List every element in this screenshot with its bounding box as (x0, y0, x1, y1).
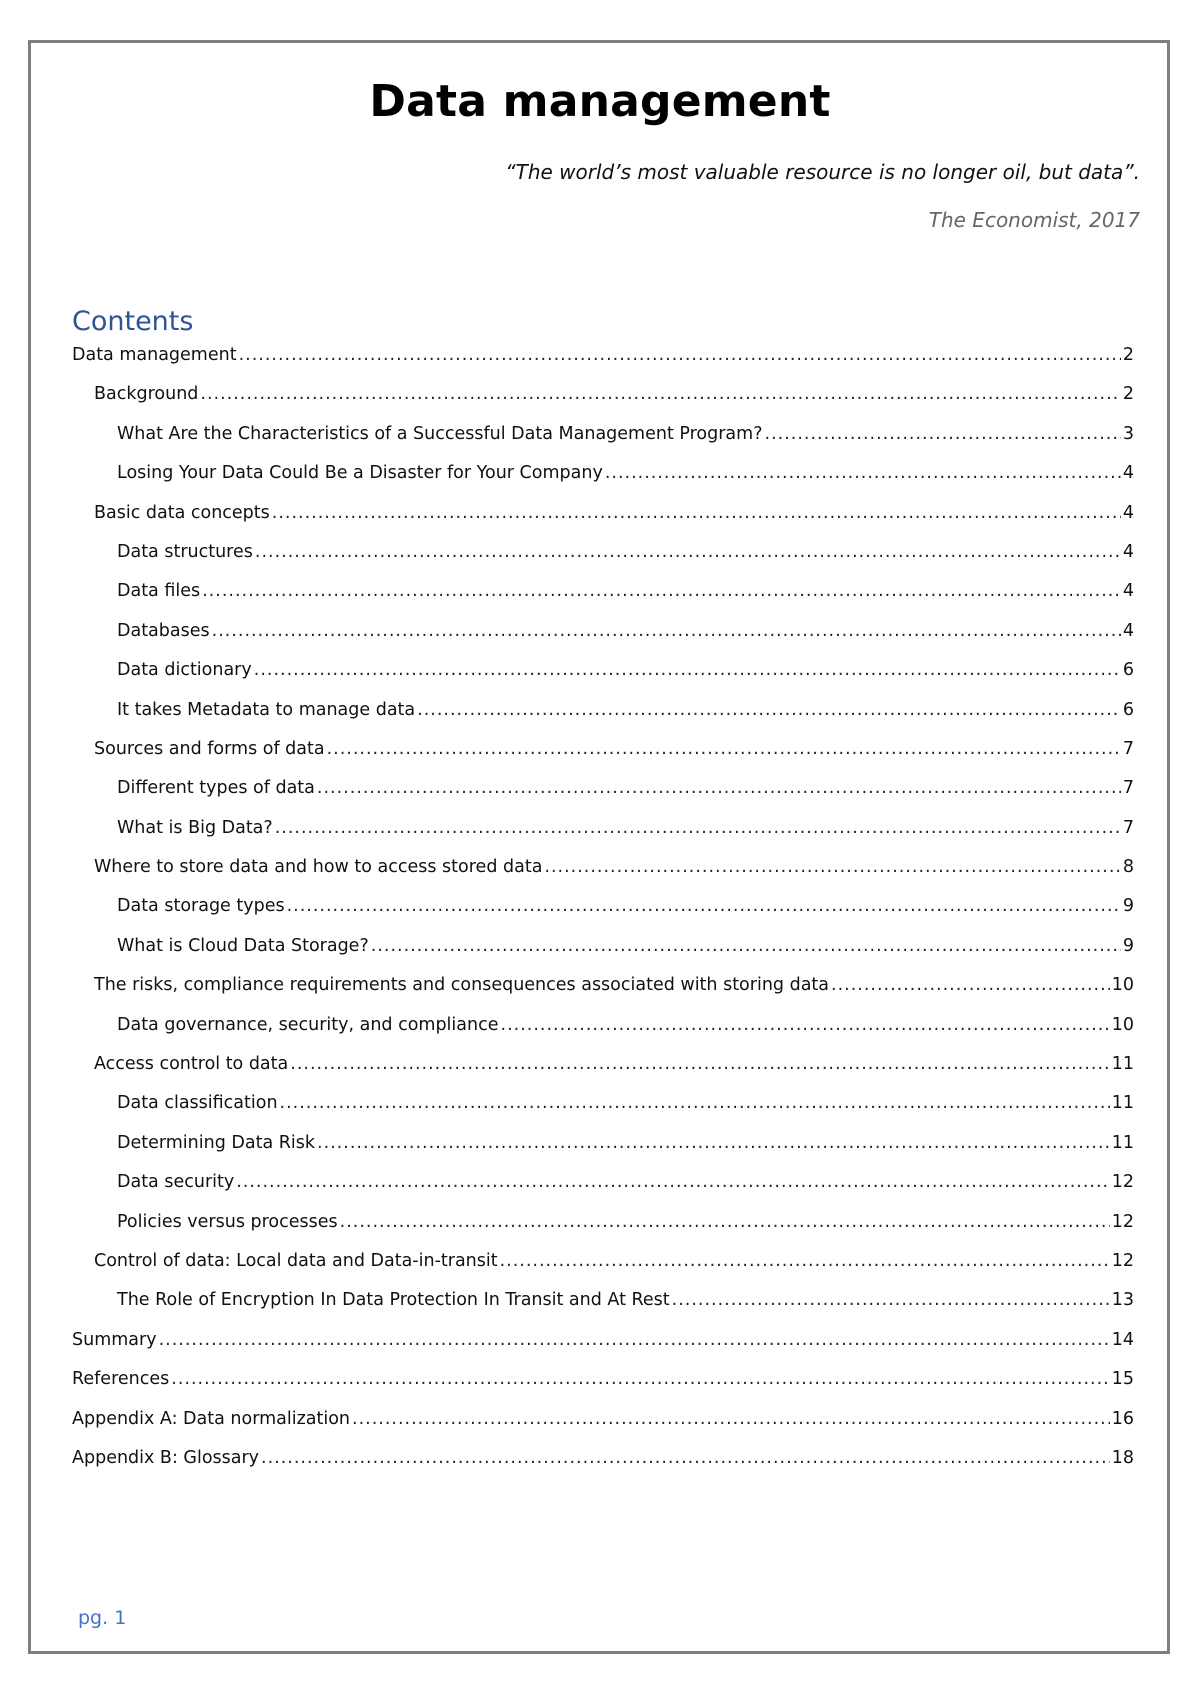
toc-entry[interactable] (72, 345, 1134, 384)
toc-entry-page: 10 (1111, 975, 1134, 996)
toc-entry-page: 9 (1122, 935, 1134, 956)
toc-entry-page: 12 (1111, 1211, 1134, 1232)
toc-entry-page: 3 (1122, 423, 1134, 444)
toc-dot-leader (317, 1133, 1110, 1153)
toc-dot-leader (352, 1409, 1110, 1429)
toc-entry[interactable] (72, 1369, 1134, 1408)
toc-entry-page: 8 (1122, 857, 1134, 878)
toc-entry[interactable] (72, 1054, 1134, 1093)
toc-entry-title[interactable]: Data dictionary (117, 660, 252, 681)
toc-entry-page: 10 (1111, 1014, 1134, 1035)
toc-dot-leader (672, 1290, 1110, 1310)
toc-entry[interactable] (72, 1448, 1134, 1487)
toc-entry-page: 4 (1122, 581, 1134, 602)
toc-entry[interactable] (72, 463, 1134, 502)
toc-entry-title[interactable]: Data classification (117, 1093, 278, 1114)
toc-entry-title[interactable]: Different types of data (117, 778, 315, 799)
toc-dot-leader (287, 896, 1121, 916)
toc-entry-title[interactable]: Data storage types (117, 896, 285, 917)
toc-entry-page: 2 (1122, 345, 1134, 365)
toc-entry-title[interactable]: Appendix B: Glossary (72, 1447, 260, 1468)
toc-dot-leader (417, 700, 1121, 720)
toc-entry-page: 12 (1111, 1172, 1134, 1193)
toc-entry[interactable] (72, 581, 1134, 620)
toc-entry[interactable] (72, 857, 1134, 896)
toc-entry-page: 4 (1122, 502, 1134, 523)
toc-entry-title[interactable]: Policies versus processes (117, 1211, 338, 1232)
toc-entry[interactable] (72, 1093, 1134, 1132)
toc-entry-page: 4 (1122, 541, 1134, 562)
toc-entry-title[interactable]: The risks, compliance requirements and consequences associated with storing data (94, 975, 829, 996)
toc-entry-page: 12 (1111, 1250, 1134, 1271)
toc-entry-title[interactable]: What Are the Characteristics of a Successful Data Management Program? (117, 423, 763, 444)
toc-entry[interactable] (72, 503, 1134, 542)
toc-entry[interactable] (72, 660, 1134, 699)
toc-entry-title[interactable]: It takes Metadata to manage data (117, 699, 416, 720)
toc-entry-page: 15 (1111, 1369, 1134, 1390)
toc-entry-title[interactable]: Data management (72, 345, 237, 365)
toc-dot-leader (371, 936, 1121, 956)
toc-dot-leader (159, 1330, 1110, 1350)
toc-entry-title[interactable]: Data governance, security, and compliance (117, 1014, 499, 1035)
toc-dot-leader (236, 1172, 1109, 1192)
toc-entry-title[interactable]: What is Cloud Data Storage? (117, 935, 369, 956)
toc-entry-title[interactable]: References (72, 1369, 170, 1390)
toc-entry-title[interactable]: Control of data: Local data and Data-in-transit (94, 1250, 498, 1271)
toc-dot-leader (501, 1015, 1110, 1035)
toc-entry-title[interactable]: Background (94, 384, 199, 405)
toc-entry[interactable] (72, 621, 1134, 660)
toc-entry[interactable] (72, 818, 1134, 857)
toc-entry-title[interactable]: Losing Your Data Could Be a Disaster for Your Company (117, 463, 603, 484)
toc-dot-leader (171, 1369, 1109, 1389)
toc-entry[interactable] (72, 1015, 1134, 1054)
toc-entry-page: 14 (1111, 1329, 1134, 1350)
toc-dot-leader (500, 1251, 1110, 1271)
toc-entry-page: 7 (1122, 738, 1134, 759)
toc-entry-title[interactable]: Data files (117, 581, 201, 602)
toc-dot-leader (200, 384, 1120, 404)
toc-entry[interactable] (72, 1409, 1134, 1448)
toc-entry[interactable] (72, 700, 1134, 739)
toc-entry-title[interactable]: Data structures (117, 541, 253, 562)
toc-entry[interactable] (72, 424, 1134, 463)
toc-entry-title[interactable]: Access control to data (94, 1054, 289, 1075)
toc-entry-page: 11 (1111, 1054, 1134, 1075)
toc-dot-leader (340, 1212, 1110, 1232)
toc-entry[interactable] (72, 936, 1134, 975)
table-of-contents (72, 345, 1134, 1487)
toc-dot-leader (254, 660, 1121, 680)
toc-entry[interactable] (72, 1251, 1134, 1290)
toc-entry-page: 9 (1122, 896, 1134, 917)
epigraph-quote: “The world’s most valuable resource is no longer oil, but data”. (505, 160, 1140, 184)
quote-attribution: The Economist, 2017 (928, 208, 1140, 232)
toc-entry[interactable] (72, 1172, 1134, 1211)
toc-entry[interactable] (72, 975, 1134, 1014)
toc-dot-leader (272, 503, 1121, 523)
toc-entry[interactable] (72, 896, 1134, 935)
toc-entry-page: 6 (1122, 699, 1134, 720)
toc-entry-page: 7 (1122, 778, 1134, 799)
toc-entry-title[interactable]: What is Big Data? (117, 817, 273, 838)
toc-entry[interactable] (72, 542, 1134, 581)
toc-entry-title[interactable]: Databases (117, 620, 210, 641)
toc-dot-leader (765, 424, 1121, 444)
toc-dot-leader (317, 778, 1121, 798)
toc-dot-leader (290, 1054, 1109, 1074)
toc-entry-page: 2 (1122, 384, 1134, 405)
toc-entry[interactable] (72, 384, 1134, 423)
page-number: pg. 1 (78, 1607, 127, 1629)
toc-entry-page: 16 (1111, 1408, 1134, 1429)
toc-entry[interactable] (72, 1290, 1134, 1329)
toc-entry[interactable] (72, 739, 1134, 778)
toc-entry[interactable] (72, 1330, 1134, 1369)
toc-dot-leader (261, 1448, 1110, 1468)
toc-entry-page: 11 (1111, 1132, 1134, 1153)
toc-entry-page: 4 (1122, 620, 1134, 641)
toc-entry-title[interactable]: Determining Data Risk (117, 1132, 316, 1153)
toc-dot-leader (255, 542, 1121, 562)
toc-entry-title[interactable]: Sources and forms of data (94, 738, 325, 759)
toc-entry-title[interactable]: Data security (117, 1172, 235, 1193)
toc-entry-page: 4 (1122, 463, 1134, 484)
toc-dot-leader (280, 1093, 1110, 1113)
toc-entry-page: 11 (1111, 1093, 1134, 1114)
toc-entry-page: 7 (1122, 817, 1134, 838)
toc-dot-leader (202, 581, 1121, 601)
toc-dot-leader (327, 739, 1121, 759)
toc-dot-leader (239, 345, 1121, 365)
toc-dot-leader (212, 621, 1121, 641)
toc-entry-title[interactable]: The Role of Encryption In Data Protection In Transit and At Rest (117, 1290, 670, 1311)
toc-entry[interactable] (72, 1133, 1134, 1172)
toc-entry-title[interactable]: Basic data concepts (94, 502, 270, 523)
toc-entry[interactable] (72, 778, 1134, 817)
toc-dot-leader (605, 463, 1121, 483)
toc-entry-title[interactable]: Appendix A: Data normalization (72, 1408, 351, 1429)
document-title: Data management (369, 76, 831, 127)
toc-dot-leader (275, 818, 1121, 838)
toc-entry-title[interactable]: Where to store data and how to access stored data (94, 857, 543, 878)
toc-dot-leader (544, 857, 1120, 877)
toc-dot-leader (831, 975, 1110, 995)
toc-entry-page: 6 (1122, 660, 1134, 681)
toc-entry[interactable] (72, 1212, 1134, 1251)
toc-entry-page: 13 (1111, 1290, 1134, 1311)
toc-entry-title[interactable]: Summary (72, 1329, 157, 1350)
contents-heading: Contents (72, 306, 194, 337)
toc-entry-page: 18 (1111, 1447, 1134, 1468)
